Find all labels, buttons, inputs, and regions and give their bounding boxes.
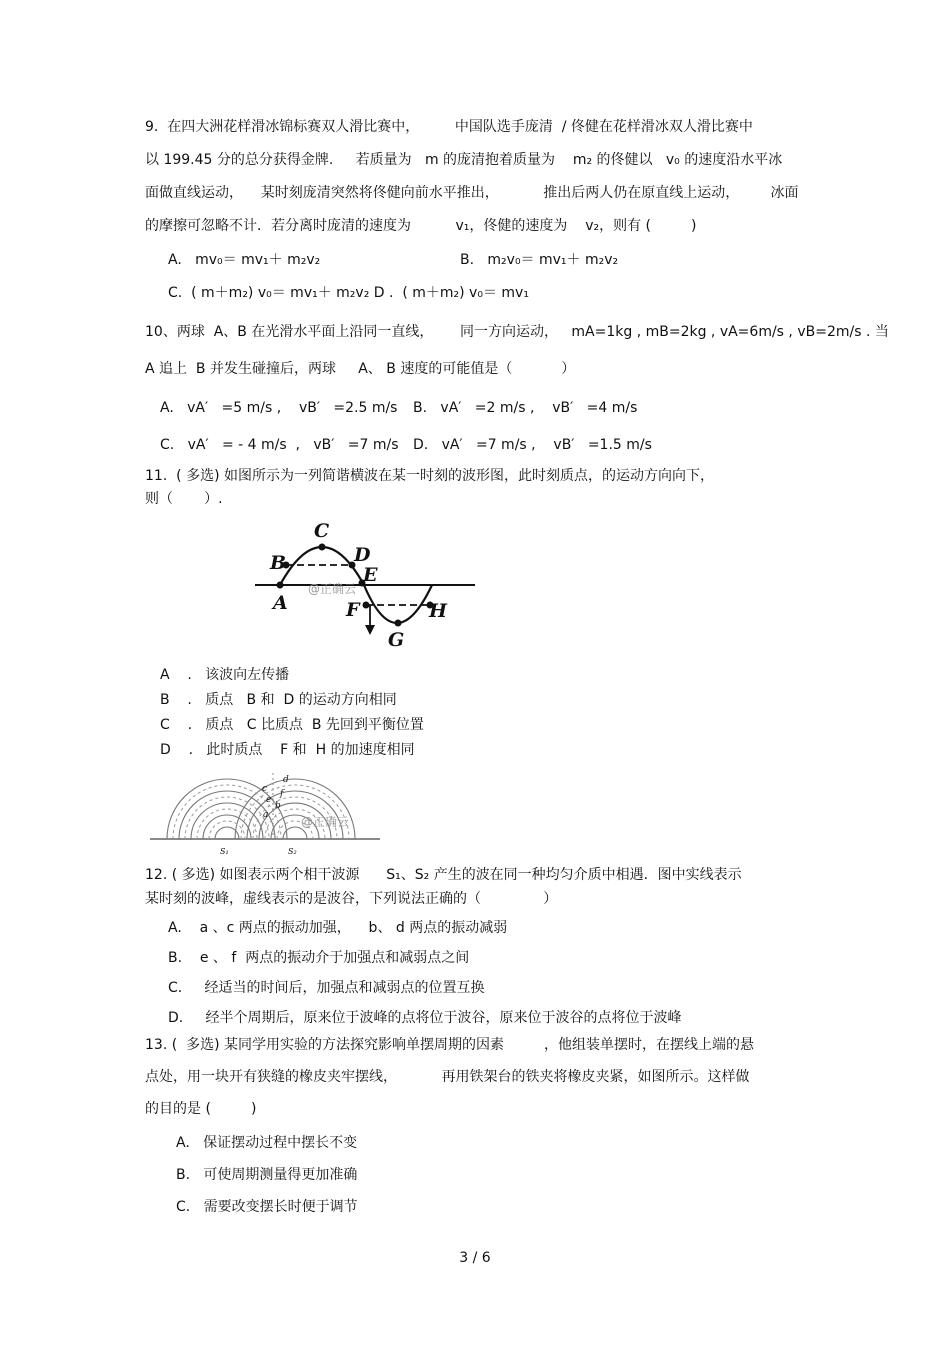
- page-number: 3 / 6: [459, 1250, 491, 1266]
- q13-option-a: A. 保证摆动过程中摆长不变: [176, 1135, 358, 1151]
- q12-option-c: C. 经适当的时间后，加强点和减弱点的位置互换: [168, 980, 485, 996]
- q9-option-a: A. mv₀＝ mv₁＋ m₂v₂: [168, 252, 321, 268]
- q11-option-c: C . 质点 C 比质点 B 先回到平衡位置: [160, 717, 424, 733]
- q13-option-c: C. 需要改变摆长时便于调节: [176, 1199, 358, 1215]
- q9-line-4: 的摩擦可忽略不计．若分离时庞清的速度为 v₁，佟健的速度为 v₂，则有 ( ): [145, 218, 697, 234]
- source-s2-label: S₂: [288, 847, 297, 856]
- interference-figure: [145, 768, 385, 858]
- q10-line-1: 10、两球 A、B 在光滑水平面上沿同一直线， 同一方向运动， mA=1kg , mB=2kg , vA=6m/s , vB=2m/s . 当: [145, 324, 889, 340]
- point-f: [363, 602, 370, 609]
- label-b: b: [275, 801, 281, 811]
- q12-option-d: D. 经半个周期后，原来位于波峰的点将位于波谷，原来位于波谷的点将位于波峰: [168, 1010, 682, 1026]
- q13-option-b: B. 可使周期测量得更加准确: [176, 1167, 358, 1183]
- label-f: F: [346, 599, 360, 621]
- q13-line-2: 点处，用一块开有狭缝的橡皮夹牢摆线， 再用铁架台的铁夹将橡皮夹紧，如图所示。这样做: [145, 1069, 750, 1085]
- q13-line-1: 13. ( 多选) 某同学用实验的方法探究影响单摆周期的因素 ，他组装单摆时，在摆线上端的悬: [145, 1037, 755, 1053]
- label-d: d: [283, 775, 289, 785]
- q11-option-d: D . 此时质点 F 和 H 的加速度相同: [160, 742, 415, 758]
- q10-option-a: A. vA′ =5 m/s , vB′ =2.5 m/s: [160, 400, 398, 416]
- q9-line-3: 面做直线运动， 某时刻庞清突然将佟健向前水平推出， 推出后两人仍在原直线上运动， 冰面: [145, 185, 799, 201]
- q12-line-1: 12. ( 多选) 如图表示两个相干波源 S₁、S₂ 产生的波在同一种均匀介质中相遇．图中实线表示: [145, 867, 742, 883]
- point-c: [319, 544, 326, 551]
- watermark: @正确云: [308, 582, 357, 596]
- q10-line-2: A 追上 B 并发生碰撞后，两球 A、 B 速度的可能值是（ ）: [145, 361, 576, 377]
- q11-option-a: A . 该波向左传播: [160, 667, 290, 683]
- q9-line-1: 9. 在四大洲花样滑冰锦标赛双人滑比赛中， 中国队选手庞清 / 佟健在花样滑冰双人滑比赛中: [145, 119, 753, 135]
- q12-line-2: 某时刻的波峰，虚线表示的是波谷，下列说法正确的（ ）: [145, 891, 558, 907]
- wave-figure: [250, 515, 480, 655]
- q10-option-c: C. vA′ = - 4 m/s , vB′ =7 m/s: [160, 437, 399, 453]
- label-e: e: [266, 795, 272, 805]
- q11-option-b: B . 质点 B 和 D 的运动方向相同: [160, 692, 397, 708]
- q11-line-2: 则（ ）.: [145, 491, 223, 507]
- q9-option-b: B. m₂v₀＝ mv₁＋ m₂v₂: [460, 252, 619, 268]
- q12-option-a: A. a 、c 两点的振动加强， b、 d 两点的振动减弱: [168, 920, 508, 936]
- point-g: [395, 620, 402, 627]
- label-h: H: [429, 600, 447, 622]
- label-c: c: [262, 784, 268, 794]
- label-c: C: [314, 520, 330, 542]
- q13-line-3: 的目的是 ( ): [145, 1101, 257, 1117]
- point-a: [277, 582, 284, 589]
- label-g: G: [388, 629, 405, 651]
- q9-option-cd: C. ( m＋m₂) v₀＝ mv₁＋ m₂v₂ D . ( m＋m₂) v₀＝ mv₁: [168, 285, 529, 301]
- q10-option-b: B. vA′ =2 m/s , vB′ =4 m/s: [413, 400, 638, 416]
- q11-line-1: 11. ( 多选) 如图所示为一列简谐横波在某一时刻的波形图，此时刻质点，的运动方向向下，: [145, 468, 714, 484]
- velocity-arrow-head: [365, 625, 375, 635]
- label-d: D: [354, 544, 371, 566]
- label-f: f: [280, 789, 284, 799]
- watermark: @正确云: [301, 815, 350, 829]
- label-a: A: [273, 592, 288, 614]
- label-e: E: [363, 564, 378, 586]
- q12-option-b: B. e 、 f 两点的振动介于加强点和减弱点之间: [168, 950, 470, 966]
- label-b: B: [270, 552, 287, 574]
- q10-option-d: D. vA′ =7 m/s , vB′ =1.5 m/s: [413, 437, 652, 453]
- q9-line-2: 以 199.45 分的总分获得金牌. 若质量为 m 的庞清抱着质量为 m₂ 的佟健以 v₀ 的速度沿水平冰: [145, 152, 783, 168]
- label-a: a: [263, 810, 269, 820]
- source-s1-label: S₁: [220, 847, 229, 856]
